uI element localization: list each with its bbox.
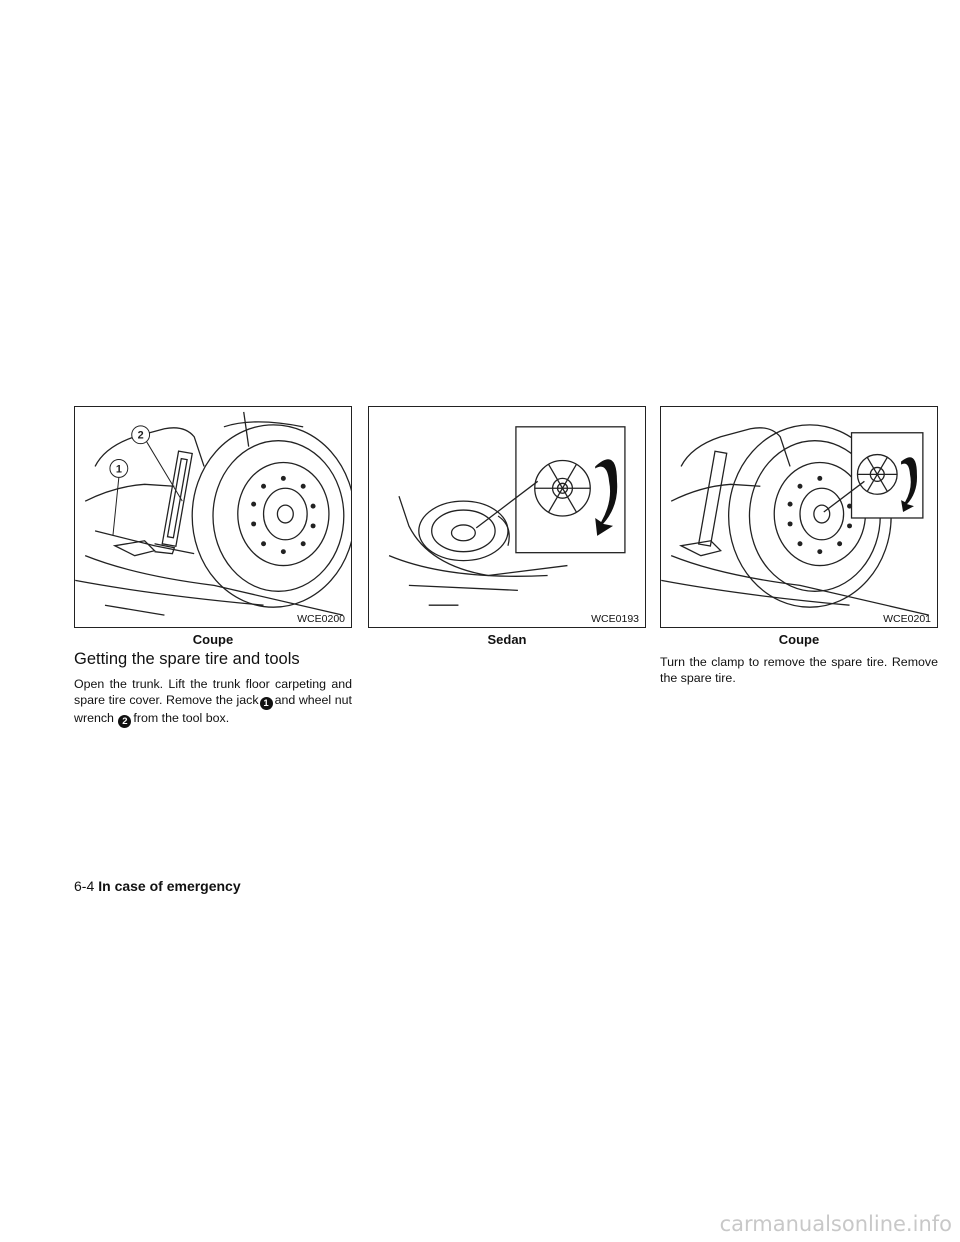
instruction-paragraph-2: Turn the clamp to remove the spare tire. Remove the spare tire. (660, 655, 938, 685)
callout-2: 2 (137, 429, 144, 442)
callout-marker-1: 1 (260, 697, 273, 710)
section-heading: Getting the spare tire and tools (74, 650, 300, 668)
figure-coupe-clamp (660, 406, 938, 628)
para-text: Open the trunk. Lift the trunk floor carpeting and spare tire cover. Remove the jack (74, 677, 352, 707)
para-text: and wheel nut wrench (74, 693, 352, 725)
para-text: from the tool box. (133, 711, 230, 725)
illustration-trunk-jack-wrench (75, 407, 351, 627)
illustration-sedan-spare-clamp (369, 407, 645, 627)
figure-code: WCE0193 (591, 613, 639, 625)
footer-section-title: In case of emergency (98, 878, 241, 894)
figure-caption: Sedan (487, 632, 527, 647)
figure-code: WCE0200 (297, 613, 345, 625)
figure-sedan-clamp (368, 406, 646, 628)
page-number: 6-4 (74, 878, 95, 894)
figure-coupe-tools (74, 406, 352, 628)
instruction-paragraph-1 (74, 676, 352, 728)
illustration-coupe-spare-clamp (661, 407, 937, 627)
callout-marker-2: 2 (118, 715, 131, 728)
callout-1: 1 (115, 463, 122, 476)
figure-caption: Coupe (192, 632, 234, 647)
figure-caption: Coupe (778, 632, 820, 647)
page-footer (74, 878, 241, 894)
watermark: carmanualsonline.info (719, 1212, 952, 1236)
figure-code: WCE0201 (883, 613, 931, 625)
